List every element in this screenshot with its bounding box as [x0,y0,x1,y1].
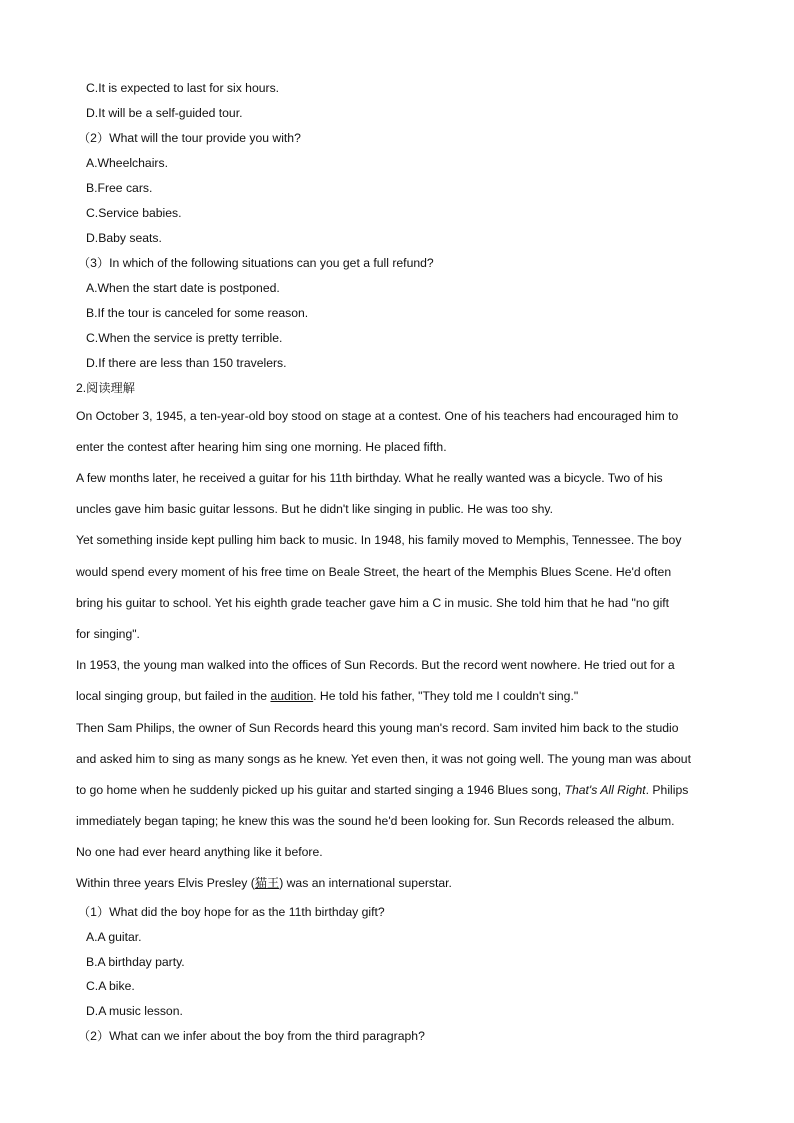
passage-line: enter the contest after hearing him sing one morning. He placed fifth. [76,440,447,454]
passage-line: bring his guitar to school. Yet his eighth grade teacher gave him a C in music. She told him that he had "no gift [76,596,670,610]
answer-option: C.A bike. [86,979,135,993]
answer-option: C.When the service is pretty terrible. [86,331,283,345]
answer-option: B.A birthday party. [86,955,185,969]
passage-line: No one had ever heard anything like it before. [76,845,323,859]
question-stem: （2）What will the tour provide you with? [78,131,301,145]
q1-option-c: C.It is expected to last for six hours. [86,81,280,95]
answer-option: A.A guitar. [86,930,142,944]
passage-line: for singing". [76,627,140,641]
passage-line: Then Sam Philips, the owner of Sun Records heard this young man's record. Sam invited him back to the studio [76,721,679,735]
answer-option: A.Wheelchairs. [86,156,168,170]
q1-option-d: D.It will be a self-guided tour. [86,106,243,120]
passage-line: On October 3, 1945, a ten-year-old boy stood on stage at a contest. One of his teachers had encouraged him to [76,409,679,423]
answer-option: D.A music lesson. [86,1004,183,1018]
answer-option: D.If there are less than 150 travelers. [86,356,287,370]
passage-line: A few months later, he received a guitar for his 11th birthday. What he really wanted was a bicycle. Two of his [76,471,663,485]
passage-text: to go home when he suddenly picked up his guitar and started singing a 1946 Blues song, [76,783,565,797]
passage-line [76,782,688,798]
passage-text: . Philips [645,783,689,797]
answer-option: D.Baby seats. [86,231,162,245]
answer-option: C.Service babies. [86,206,182,220]
question-stem: （3）In which of the following situations can you get a full refund? [78,256,434,270]
answer-option: B.Free cars. [86,181,153,195]
passage-text: local singing group, but failed in the [76,689,271,703]
chinese-gloss: 猫王 [254,876,280,890]
section-heading: 2.阅读理解 [76,381,135,395]
passage-line: immediately began taping; he knew this was the sound he'd been looking for. Sun Records released the album. [76,814,675,828]
question-stem: （2）What can we infer about the boy from the third paragraph? [78,1029,425,1043]
passage-text: ) was an international superstar. [279,876,452,890]
passage-line: In 1953, the young man walked into the offices of Sun Records. But the record went nowhere. He tried out for a [76,658,675,672]
passage-text: . He told his father, "They told me I couldn't sing." [313,689,579,703]
answer-option: A.When the start date is postponed. [86,281,280,295]
answer-option: B.If the tour is canceled for some reason. [86,306,309,320]
passage-line [76,875,452,891]
passage-line [76,688,578,704]
song-title: That's All Right [564,783,646,797]
question-stem: （1）What did the boy hope for as the 11th birthday gift? [78,905,385,919]
passage-line: Yet something inside kept pulling him back to music. In 1948, his family moved to Memphis, Tennessee. The boy [76,533,682,547]
passage-line: and asked him to sing as many songs as he knew. Yet even then, it was not going well. The young man was about [76,752,691,766]
passage-line: would spend every moment of his free time on Beale Street, the heart of the Memphis Blues Scene. He'd often [76,565,672,579]
passage-line: uncles gave him basic guitar lessons. But he didn't like singing in public. He was too shy. [76,502,553,516]
passage-text: Within three years Elvis Presley ( [76,876,255,890]
underlined-word: audition [270,689,314,703]
